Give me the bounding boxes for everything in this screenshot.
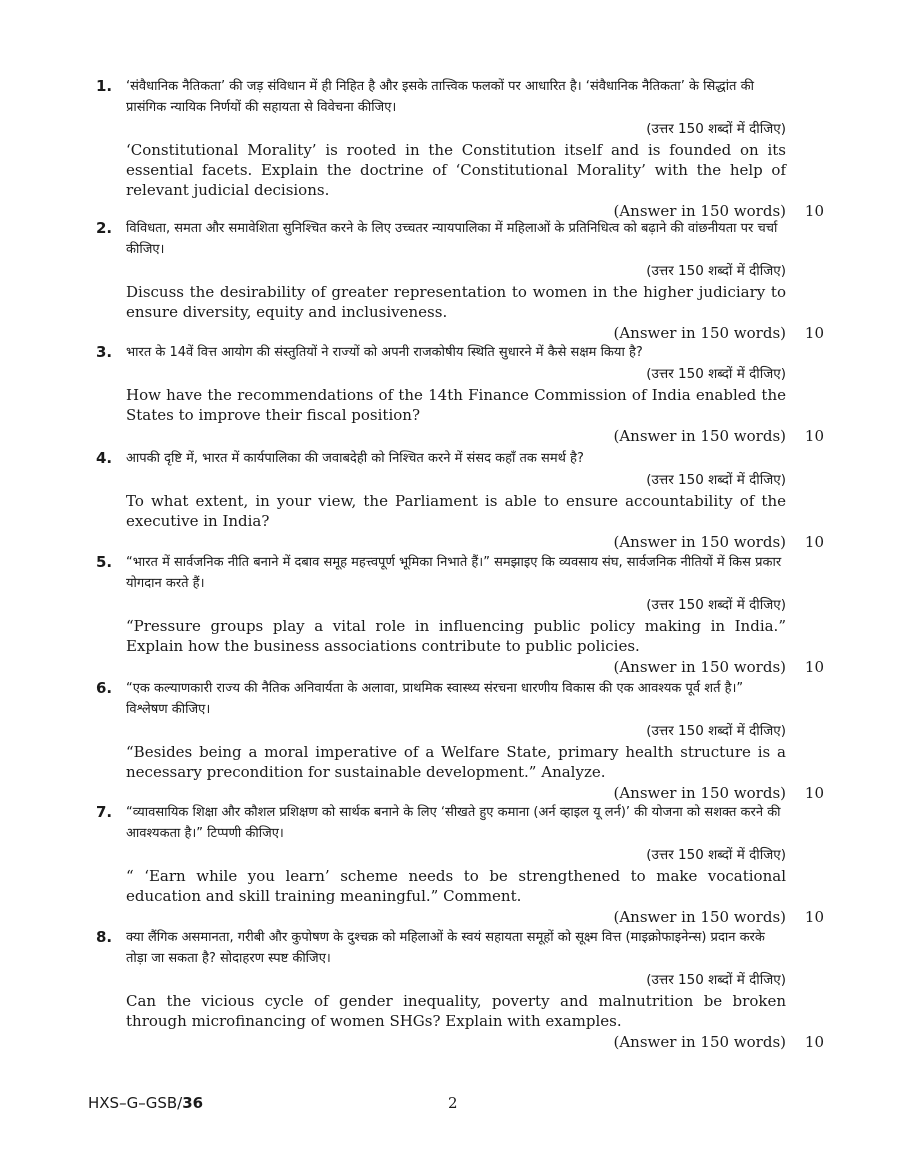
question-6: [96, 678, 826, 804]
marks: 10: [804, 658, 824, 676]
question-5: [96, 552, 826, 678]
question-3: [96, 342, 826, 447]
answer-row: [96, 906, 826, 928]
paper-code-prefix: HXS–G–GSB/: [88, 1094, 183, 1112]
question-text-hindi: “व्यावसायिक शिक्षा और कौशल प्रशिक्षण को सार्थक बनाने के लिए ‘सीखते हुए कमाना (अर्न व्हाइल यू लर्न)’ की योजना को सशक्त करने की आवश्यकता है।” टिप्पणी कीजिए।: [126, 805, 781, 841]
word-limit-english: (Answer in 150 words): [613, 658, 786, 676]
question-text-hindi: “एक कल्याणकारी राज्य की नैतिक अनिवार्यता के अलावा, प्राथमिक स्वास्थ्य संरचना धारणीय विकास की एक आवश्यक पूर्व शर्त है।” विश्लेषण कीजिए।: [126, 681, 744, 717]
answer-row: [96, 656, 826, 678]
word-limit-hindi: (उत्तर 150 शब्दों में दीजिए): [646, 263, 786, 279]
word-limit-hindi: (उत्तर 150 शब्दों में दीजिए): [646, 121, 786, 137]
paper-code-number: 36: [182, 1094, 204, 1112]
word-limit-hindi: (उत्तर 150 शब्दों में दीजिए): [646, 366, 786, 382]
word-limit-english: (Answer in 150 words): [613, 202, 786, 220]
question-text-english: “Besides being a moral imperative of a Welfare State, primary health structure is a necessary precondition for sustainable development.” Analyze.: [126, 743, 786, 781]
marks: 10: [804, 784, 824, 802]
answer-row: [96, 531, 826, 553]
question-text-english: “Pressure groups play a vital role in influencing public policy making in India.” Explain how the business associations contribute to public policies.: [126, 617, 786, 655]
question-7: [96, 802, 826, 928]
marks: 10: [804, 533, 824, 551]
word-limit-english: (Answer in 150 words): [613, 427, 786, 445]
marks: 10: [804, 202, 824, 220]
question-number: 4.: [96, 449, 113, 467]
question-text-hindi: आपकी दृष्टि में, भारत में कार्यपालिका की जवाबदेही को निश्चित करने में संसद कहाँ तक समर्थ है?: [126, 451, 584, 466]
page-number: 2: [448, 1094, 458, 1112]
question-text-english: To what extent, in your view, the Parliament is able to ensure accountability of the executive in India?: [126, 492, 786, 530]
word-limit-hindi: (उत्तर 150 शब्दों में दीजिए): [646, 972, 786, 988]
word-limit-english: (Answer in 150 words): [613, 784, 786, 802]
question-number: 2.: [96, 219, 113, 237]
word-limit-hindi: (उत्तर 150 शब्दों में दीजिए): [646, 723, 786, 739]
marks: 10: [804, 908, 824, 926]
question-text-hindi: क्या लैंगिक असमानता, गरीबी और कुपोषण के दुश्चक्र को महिलाओं के स्वयं सहायता समूहों को सूक्ष्म वित्त (माइक्रोफाइनेन्स) प्रदान करके तोड़ा जा सकता है? सोदाहरण स्पष्ट कीजिए।: [126, 930, 765, 966]
word-limit-hindi: (उत्तर 150 शब्दों में दीजिए): [646, 597, 786, 613]
answer-row: [96, 425, 826, 447]
question-text-hindi: विविधता, समता और समावेशिता सुनिश्चित करने के लिए उच्चतर न्यायपालिका में महिलाओं के प्रतिनिधित्व को बढ़ाने की वांछनीयता पर चर्चा कीजिए।: [126, 221, 778, 257]
paper-code: [88, 1094, 203, 1112]
question-text-hindi: “भारत में सार्वजनिक नीति बनाने में दबाव समूह महत्त्वपूर्ण भूमिका निभाते हैं।” समझाइए कि व्यवसाय संघ, सार्वजनिक नीतियों में किस प्रकार योगदान करते हैं।: [126, 555, 782, 591]
word-limit-english: (Answer in 150 words): [613, 908, 786, 926]
answer-row: [96, 782, 826, 804]
question-2: [96, 218, 826, 344]
word-limit-hindi: (उत्तर 150 शब्दों में दीजिए): [646, 472, 786, 488]
marks: 10: [804, 1033, 824, 1051]
question-8: [96, 927, 826, 1053]
question-4: [96, 448, 826, 553]
marks: 10: [804, 427, 824, 445]
question-text-hindi: भारत के 14वें वित्त आयोग की संस्तुतियों ने राज्यों को अपनी राजकोषीय स्थिति सुधारने में कैसे सक्षम किया है?: [126, 345, 643, 360]
question-number: 1.: [96, 77, 113, 95]
question-text-english: Can the vicious cycle of gender inequality, poverty and malnutrition be broken through microfinancing of women SHGs? Explain with examples.: [126, 992, 786, 1030]
marks: 10: [804, 324, 824, 342]
word-limit-hindi: (उत्तर 150 शब्दों में दीजिए): [646, 847, 786, 863]
question-number: 5.: [96, 553, 113, 571]
question-text-english: Discuss the desirability of greater representation to women in the higher judiciary to ensure diversity, equity and inclusiveness.: [126, 283, 786, 321]
question-text-english: “ ‘Earn while you learn’ scheme needs to be strengthened to make vocational education and skill training meaningful.” Comment.: [126, 867, 786, 905]
question-text-english: How have the recommendations of the 14th Finance Commission of India enabled the States to improve their fiscal position?: [126, 386, 786, 424]
question-text-english: ‘Constitutional Morality’ is rooted in the Constitution itself and is founded on its essential facets. Explain the doctrine of ‘Constitutional Morality’ with the help of relevant judicial decisions.: [126, 141, 786, 199]
answer-row: [96, 1031, 826, 1053]
question-number: 3.: [96, 343, 113, 361]
question-text-hindi: ‘संवैधानिक नैतिकता’ की जड़ संविधान में ही निहित है और इसके तात्त्विक फलकों पर आधारित है। ‘संवैधानिक नैतिकता’ के सिद्धांत की प्रासंगिक न्यायिक निर्णयों की सहायता से विवेचना कीजिए।: [126, 79, 754, 115]
question-number: 7.: [96, 803, 113, 821]
question-1: [96, 76, 826, 222]
question-number: 6.: [96, 679, 113, 697]
word-limit-english: (Answer in 150 words): [613, 533, 786, 551]
question-number: 8.: [96, 928, 113, 946]
word-limit-english: (Answer in 150 words): [613, 324, 786, 342]
answer-row: [96, 322, 826, 344]
word-limit-english: (Answer in 150 words): [613, 1033, 786, 1051]
